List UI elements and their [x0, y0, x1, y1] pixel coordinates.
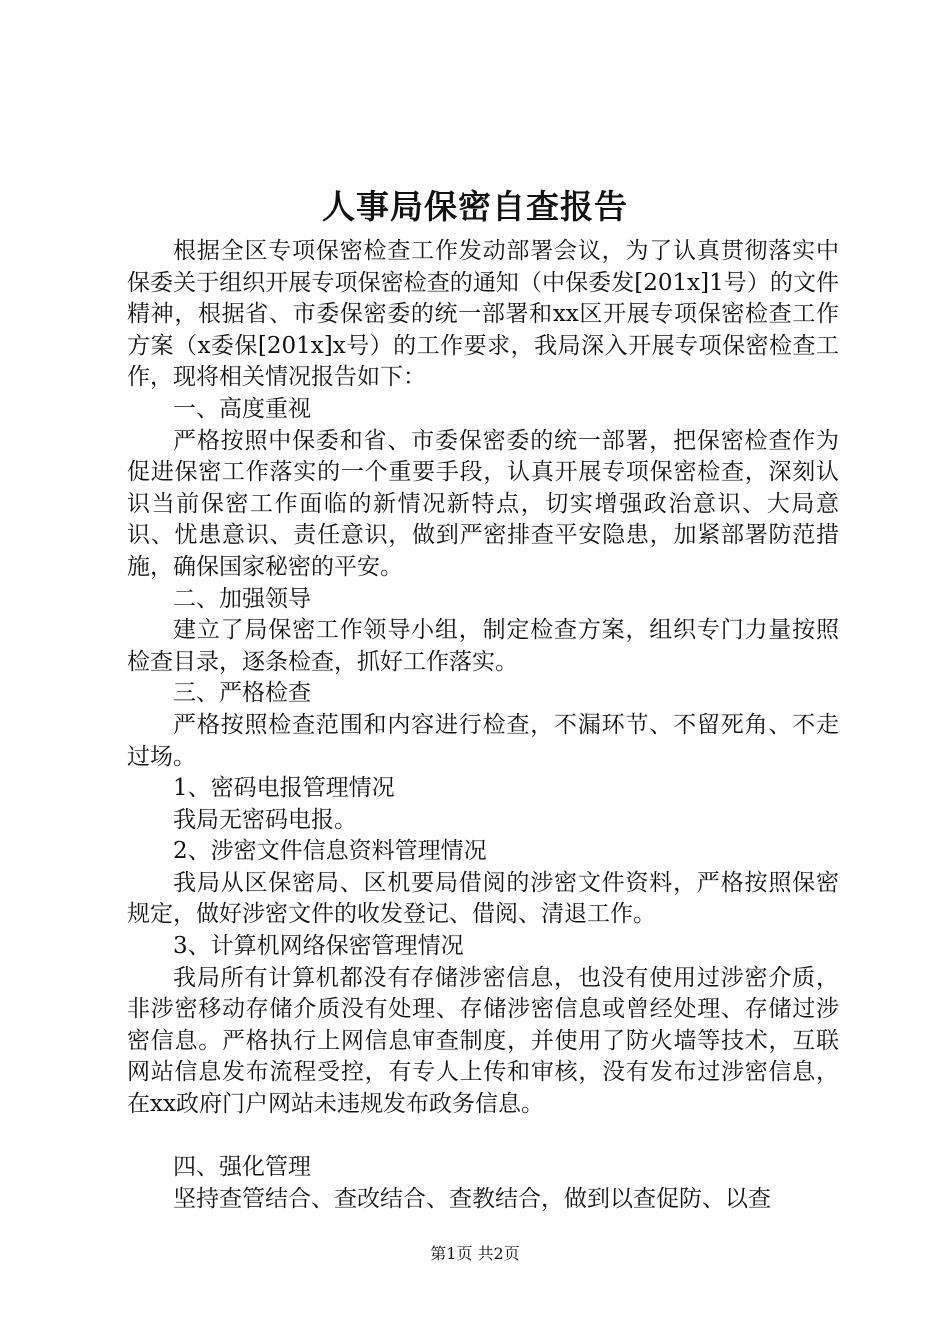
section-heading: 二、加强领导	[173, 585, 311, 612]
body-paragraph: 严格按照中保委和省、市委保密委的统一部署，把保密检查作为促进保密工作落实的一个重要手段，认真开展专项保密检查，深刻认识当前保密工作面临的新情况新特点，切实增强政治意识、大局意识、忧患意识、责任意识，做到严密排查平安隐患，加紧部署防范措施，确保国家秘密的平安。	[127, 427, 839, 580]
body-paragraph: 我局从区保密局、区机要局借阅的涉密文件资料，严格按照保密规定，做好涉密文件的收发登记、借阅、清退工作。	[127, 869, 839, 928]
section-heading: 一、高度重视	[173, 395, 311, 422]
section-heading: 四、强化管理	[173, 1154, 311, 1181]
page-number-footer: 第1页 共2页	[430, 1244, 520, 1263]
document-body	[127, 236, 839, 1215]
body-paragraph: 坚持查管结合、查改结合、查教结合，做到以查促防、以查	[173, 1185, 771, 1212]
body-paragraph: 我局无密码电报。	[173, 806, 357, 833]
intro-paragraph: 根据全区专项保密检查工作发动部署会议，为了认真贯彻落实中保委关于组织开展专项保密检查的通知（中保委发[201x]1号）的文件精神，根据省、市委保密委的统一部署和xx区开展专项保密检查工作方案（x委保[201x]x号）的工作要求，我局深入开展专项保密检查工作，现将相关情况报告如下：	[127, 238, 839, 391]
section-heading: 三、严格检查	[173, 680, 311, 707]
body-paragraph: 我局所有计算机都没有存储涉密信息，也没有使用过涉密介质，非涉密移动存储介质没有处理、存储涉密信息或曾经处理、存储过涉密信息。严格执行上网信息审查制度，并使用了防火墙等技术，互联网站信息发布流程受控，有专人上传和审核，没有发布过涉密信息，在xx政府门户网站未违规发布政务信息。	[127, 964, 839, 1118]
document-title: 人事局保密自查报告	[322, 187, 628, 226]
subsection-heading: 1、密码电报管理情况	[173, 775, 395, 802]
subsection-heading: 2、涉密文件信息资料管理情况	[173, 838, 487, 865]
body-paragraph: 建立了局保密工作领导小组，制定检查方案，组织专门力量按照检查目录，逐条检查，抓好工作落实。	[127, 617, 839, 675]
subsection-heading: 3、计算机网络保密管理情况	[173, 933, 464, 960]
body-paragraph: 严格按照检查范围和内容进行检查，不漏环节、不留死角、不走过场。	[127, 711, 839, 770]
